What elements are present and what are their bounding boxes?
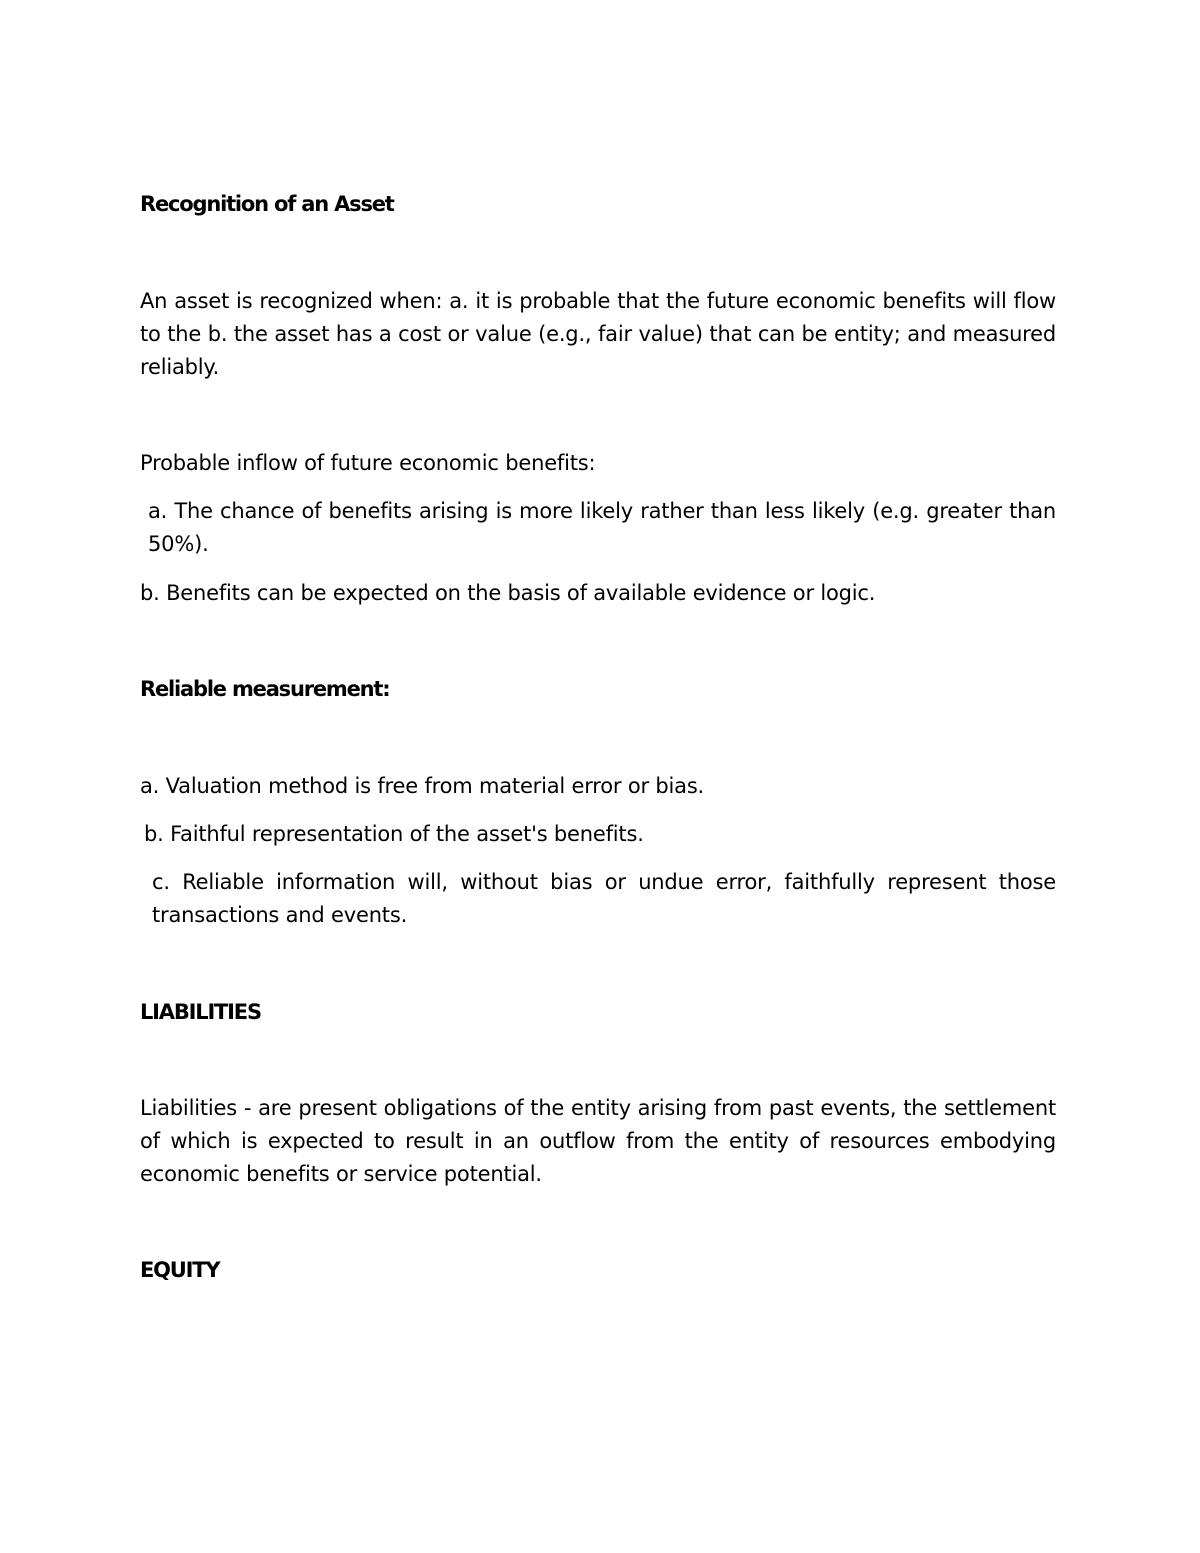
list-item-inflow-b: b. Benefits can be expected on the basis of available evidence or logic. — [140, 581, 876, 605]
paragraph-asset-recognized: An asset is recognized when: a. it is probable that the future economic benefits will flow to the b. the asset has a cost or value (e.g., fair value) that can be entity; and measured reliably. — [140, 289, 1056, 379]
heading-equity: EQUITY — [140, 1258, 220, 1282]
paragraph-liabilities: Liabilities - are present obligations of the entity arising from past events, the settlement of which is expected to result in an outflow from the entity of resources embodying economic benefits or service potential. — [140, 1096, 1056, 1186]
heading-reliable-measurement: Reliable measurement: — [140, 677, 390, 701]
list-item-measurement-b: b. Faithful representation of the asset's benefits. — [144, 822, 644, 846]
list-item-measurement-a: a. Valuation method is free from material error or bias. — [140, 774, 705, 798]
label-probable-inflow: Probable inflow of future economic benefits: — [140, 451, 596, 475]
list-item-measurement-c: c. Reliable information will, without bias or undue error, faithfully represent those transactions and events. — [152, 870, 1056, 927]
list-item-inflow-a: a. The chance of benefits arising is more likely rather than less likely (e.g. greater than 50%). — [148, 499, 1056, 556]
heading-liabilities: LIABILITIES — [140, 1000, 261, 1024]
heading-recognition-of-an-asset: Recognition of an Asset — [140, 192, 394, 216]
